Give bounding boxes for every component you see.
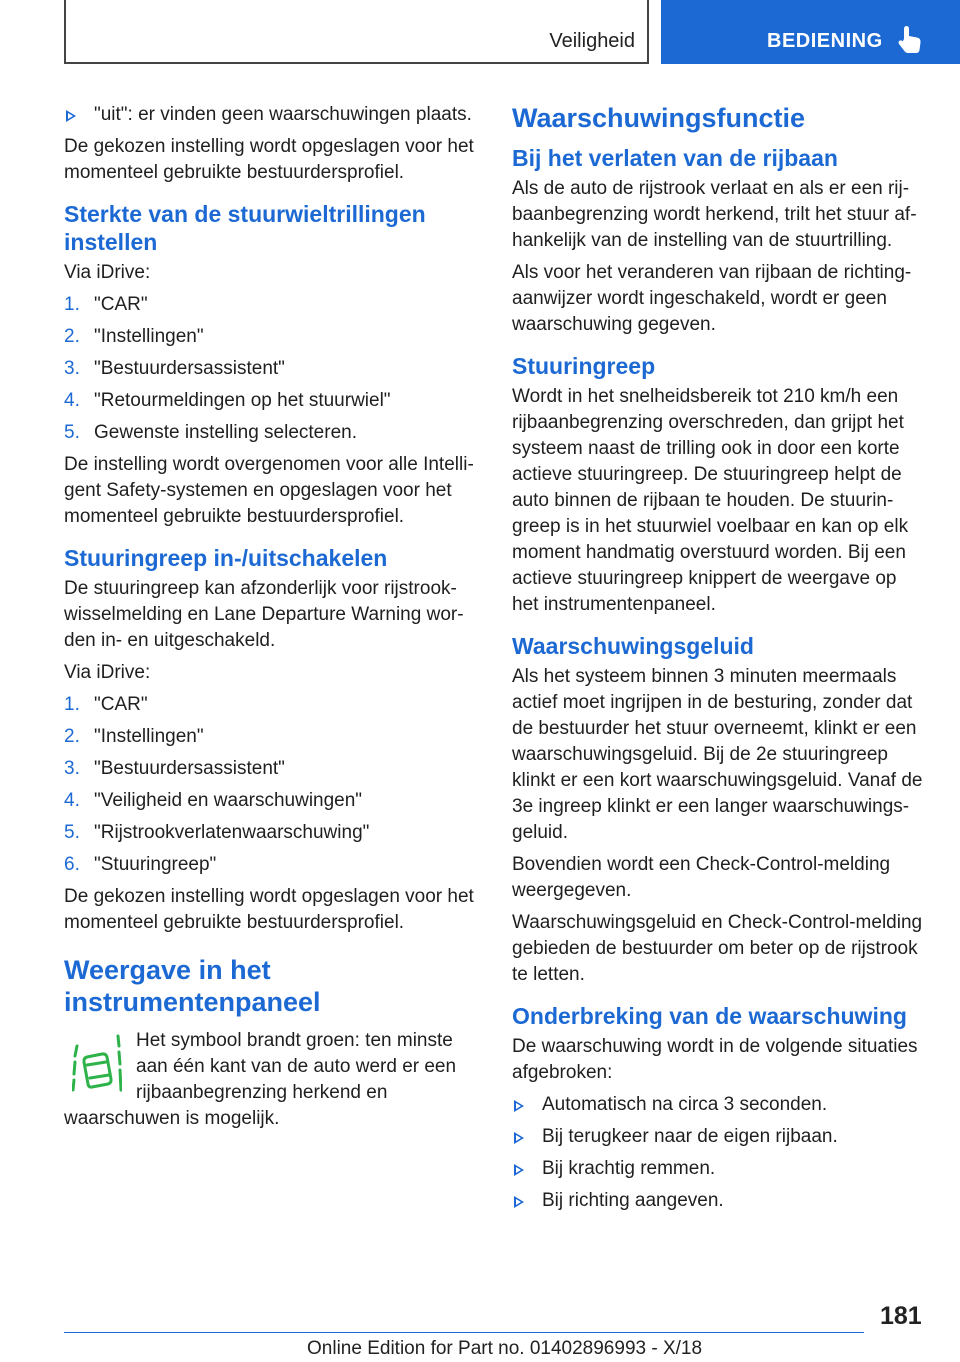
header-chapter-title: BEDIENING: [767, 30, 883, 52]
list-item-text: Automatisch na circa 3 seconden.: [542, 1094, 828, 1115]
step-text: "Bestuurdersassistent": [94, 758, 285, 779]
list-item: [64, 820, 479, 846]
triangle-bullet-icon: [514, 1132, 524, 1144]
step-number: 3.: [64, 758, 80, 779]
paragraph: Via iDrive:: [64, 262, 151, 283]
paragraph: De stuuringreep kan afzonderlijk voor rijstrookwisselmelding en Lane Departure Warning worden in- en uitgeschakeld.: [64, 578, 464, 651]
list-item: [64, 788, 479, 814]
list-item: [64, 292, 479, 318]
list-item: [64, 852, 479, 878]
page-number: 181: [880, 1302, 922, 1330]
paragraph: Als voor het veranderen van rijbaan de richtingaanwijzer wordt ingeschakeld, wordt er geen waarschuwing gegeven.: [512, 262, 912, 335]
paragraph: Als het systeem binnen 3 minuten meermaals actief moet ingrijpen in de besturing, zonder dat de bestuurder het stuur overneemt, klinkt er een waarschuwingsgeluid. Bij de 2e stuuringreep klinkt er een kort waarschuwingsgeluid. Vanaf de 3e ingreep klinkt er een langer waarschuwingsgeluid.: [512, 666, 923, 843]
footer-edition: [307, 1338, 702, 1360]
paragraph: Bovendien wordt een Check-Control-melding weergegeven.: [512, 854, 891, 901]
left-column: [64, 102, 479, 1138]
paragraph: De waarschuwing wordt in de volgende situaties afgebroken:: [512, 1036, 918, 1083]
list-item: [64, 420, 479, 446]
heading-waarschuwingsgeluid: Waarschuwingsgeluid: [512, 633, 754, 659]
step-text: Gewenste instelling selecteren.: [94, 422, 357, 443]
step-number: 1.: [64, 294, 80, 315]
header-section-title: Veiligheid: [549, 30, 635, 52]
step-text: "Instellingen": [94, 726, 204, 747]
heading-verlaten-rijbaan: Bij het verlaten van de rijbaan: [512, 145, 838, 171]
step-number: 4.: [64, 390, 80, 411]
step-text: "Stuuringreep": [94, 854, 217, 875]
paragraph: De gekozen instelling wordt opgeslagen voor het momenteel gebruikte bestuurdersprofiel.: [64, 136, 474, 183]
step-text: "Instellingen": [94, 326, 204, 347]
list-item: [512, 1124, 927, 1150]
step-text: "Bestuurdersassistent": [94, 358, 285, 379]
footer-edition-text: Online Edition for Part no. 01402896993 - X/18: [307, 1338, 703, 1359]
hand-pointer-icon: [896, 25, 924, 55]
symbol-description: [64, 1028, 479, 1132]
list-item: [64, 356, 479, 382]
right-column: [512, 102, 927, 1220]
heading-weergave: Weergave in het instrumentenpaneel: [64, 955, 321, 1017]
list-item-text: Bij richting aangeven.: [542, 1190, 724, 1211]
heading-waarschuwingsfunctie: Waarschuwingsfunctie: [512, 103, 806, 133]
heading-stuuringreep: Stuuringreep: [512, 353, 656, 379]
steps-list-2: [64, 692, 479, 878]
list-item: [64, 692, 479, 718]
list-item: [512, 1156, 927, 1182]
paragraph: Het symbool brandt groen: ten minste aan één kant van de auto werd er een rijbaanbegrenzing herkend en waarschuwen is mogelijk.: [64, 1030, 457, 1129]
list-item-text: Bij terugkeer naar de eigen rijbaan.: [542, 1126, 838, 1147]
triangle-bullet-icon: [514, 1196, 524, 1208]
step-text: "Rijstrookverlatenwaarschuwing": [94, 822, 370, 843]
bullet-list-top: [64, 102, 479, 128]
heading-onderbreking: Onderbreking van de waarschuwing: [512, 1003, 907, 1029]
step-text: "CAR": [94, 694, 148, 715]
step-text: "Veiligheid en waarschuwingen": [94, 790, 363, 811]
paragraph: De instelling wordt overgenomen voor alle Intelligent Safety-systemen en opgeslagen voor het momenteel gebruikte bestuurdersprofiel.: [64, 454, 474, 527]
list-item: [64, 724, 479, 750]
list-item: [512, 1188, 927, 1214]
header-chapter-tab[interactable]: [661, 0, 960, 64]
step-number: 5.: [64, 822, 80, 843]
paragraph: Als de auto de rijstrook verlaat en als er een rijbaanbegrenzing wordt herkend, trilt het stuur afhankelijk van de instelling van de stuurtrilling.: [512, 178, 917, 251]
step-number: 2.: [64, 726, 80, 747]
step-number: 5.: [64, 422, 80, 443]
heading-sterkte: Sterkte van de stuurwieltrillingen instellen: [64, 201, 426, 255]
paragraph: Wordt in het snelheidsbereik tot 210 km/h een rijbaanbegrenzing overschreden, dan grijpt het systeem naast de trilling ook in door een korte actieve stuuringreep. De stuuringreep helpt de auto binnen de rijbaan te houden. De stuuringreep is in het stuurwiel voelbaar en kan op elk moment handmatig overstuurd worden. Bij een actieve stuuringreep knippert de weergave op het instrumentenpaneel.: [512, 386, 909, 615]
step-text: "Retourmeldingen op het stuurwiel": [94, 390, 391, 411]
step-number: 3.: [64, 358, 80, 379]
list-item: [64, 324, 479, 350]
list-item-text: "uit": er vinden geen waarschuwingen plaats.: [94, 104, 472, 125]
header-section-box: [64, 0, 649, 64]
footer-divider: [64, 1332, 864, 1333]
list-item: [64, 388, 479, 414]
paragraph: Via iDrive:: [64, 662, 151, 683]
list-item: [64, 102, 479, 128]
heading-stuuringreep-schakelen: Stuuringreep in-/uitschakelen: [64, 545, 388, 571]
bullet-list-onderbreking: [512, 1092, 927, 1214]
paragraph: Waarschuwingsgeluid en Check-Control-melding gebieden de bestuurder om beter op de rijstrook te letten.: [512, 912, 923, 985]
step-number: 4.: [64, 790, 80, 811]
triangle-bullet-icon: [514, 1164, 524, 1176]
list-item-text: Bij krachtig remmen.: [542, 1158, 716, 1179]
lane-departure-warning-icon: [72, 1032, 122, 1094]
list-item: [512, 1092, 927, 1118]
list-item: [64, 756, 479, 782]
step-text: "CAR": [94, 294, 148, 315]
paragraph: De gekozen instelling wordt opgeslagen voor het momenteel gebruikte bestuurdersprofiel.: [64, 886, 474, 933]
triangle-bullet-icon: [66, 110, 76, 122]
step-number: 1.: [64, 694, 80, 715]
triangle-bullet-icon: [514, 1100, 524, 1112]
step-number: 6.: [64, 854, 80, 875]
step-number: 2.: [64, 326, 80, 347]
steps-list-1: [64, 292, 479, 446]
